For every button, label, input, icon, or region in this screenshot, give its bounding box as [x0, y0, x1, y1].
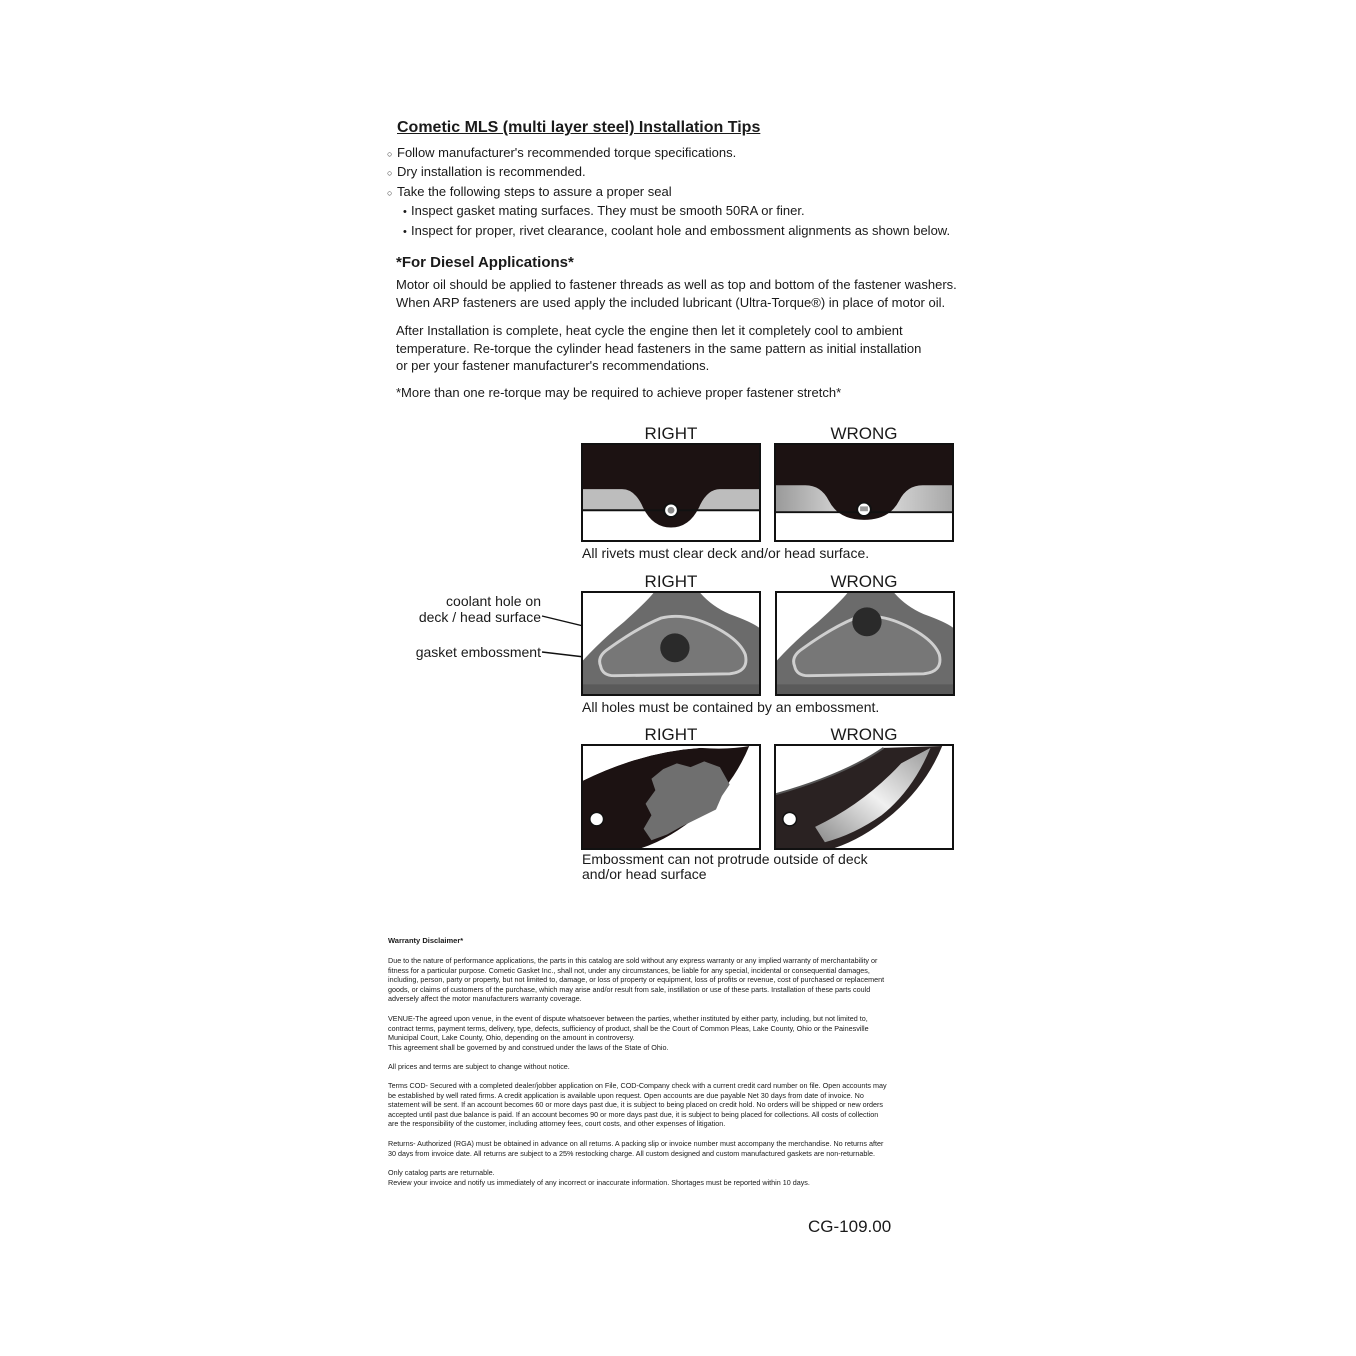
caption-holes: All holes must be contained by an embossment. [582, 699, 880, 715]
warranty-heading: Warranty Disclaimer* [388, 936, 464, 945]
document-code: CG-109.00 [808, 1217, 892, 1236]
wrong-label: WRONG [830, 424, 898, 443]
circle-bullet-icon: ○ [387, 149, 393, 159]
text-line: Motor oil should be applied to fastener threads as well as top and bottom of the fastener washers. [396, 277, 957, 292]
list-item [387, 183, 950, 202]
legal-line: accepted until past due balance is paid. If an account becomes 90 or more days past due, it is subject to being placed for collections. All costs of collection [388, 1109, 879, 1119]
legal-paragraph-returns [388, 1139, 972, 1158]
legal-paragraph-warranty [388, 956, 972, 1004]
legal-line: All prices and terms are subject to change without notice. [388, 1062, 570, 1071]
rivet-wrong-diagram [774, 443, 954, 542]
legal-line: statement will be sent. If an account becomes 60 or more days past due, it is subject to being placed on credit hold. No orders will be shipped or new orders [388, 1100, 884, 1110]
tip-text: Dry installation is recommended. [397, 164, 586, 180]
legal-paragraph-terms [388, 1081, 972, 1129]
legal-line: Review your invoice and notify us immediately of any incorrect or inaccurate information. Shortages must be reported within 10 days. [388, 1177, 810, 1187]
diesel-paragraph-retorque [396, 322, 921, 375]
legal-line: are the responsibility of the customer, including attorney fees, court costs, and other expenses of litigation. [388, 1119, 726, 1129]
callout-line: coolant hole on [446, 593, 541, 609]
caption-line: and/or head surface [582, 866, 707, 882]
text-line: or per your fastener manufacturer's recommendations. [396, 358, 710, 374]
dot-bullet-icon: • [403, 225, 407, 238]
legal-line: adversely affect the motor manufacturers warranty coverage. [388, 994, 582, 1004]
diesel-heading: *For Diesel Applications* [396, 254, 574, 271]
tip-text: Follow manufacturer's recommended torque specifications. [397, 145, 737, 160]
callout-gasket-embossment: gasket embossment [415, 644, 541, 660]
dot-bullet-icon: • [403, 206, 407, 219]
legal-line: contract terms, payment terms, delivery, type, defects, sufficiency of product, shall be the Court of Common Pleas, Lake County, Ohio or the Painesville [388, 1023, 869, 1033]
legal-line: goods, or claims of customers of the purchase, which may arise and/or result from sale, instillation or use of these parts. Installation of these parts could [388, 984, 871, 994]
text-line: temperature. Re-torque the cylinder head fasteners in the same pattern as initial installation [396, 340, 922, 356]
legal-paragraph-venue [388, 1014, 972, 1052]
legal-line: VENUE-The agreed upon venue, in the event of dispute whatsoever between the parties, whether instituted by either party, including, but not limited to, [388, 1014, 868, 1023]
legal-line: This agreement shall be governed by and construed under the laws of the State of Ohio. [388, 1042, 669, 1052]
list-item [387, 163, 950, 182]
text-line: When ARP fasteners are used apply the included lubricant (Ultra-Torque®) in place of motor oil. [396, 294, 946, 310]
callout-coolant-hole [395, 593, 541, 625]
legal-line: Returns- Authorized (RGA) must be obtained in advance on all returns. A packing slip or invoice number must accompany the merchandise. No returns after [388, 1139, 884, 1148]
legal-line: Only catalog parts are returnable. [388, 1168, 495, 1177]
diesel-note: *More than one re-torque may be required to achieve proper fastener stretch* [396, 385, 842, 400]
diesel-paragraph-oil [396, 276, 957, 311]
wrong-label: WRONG [830, 725, 898, 744]
legal-line: Municipal Court, Lake County, Ohio, depending on the amount in controversy. [388, 1033, 635, 1043]
right-label: RIGHT [644, 725, 698, 744]
caption-embossment [582, 852, 868, 882]
legal-paragraph-catalog [388, 1168, 972, 1187]
tip-text: Take the following steps to assure a proper seal [397, 183, 672, 199]
legal-line: 30 days from invoice date. All returns are subject to a 25% restocking charge. All custom designed and custom manufactured gaskets are non-returnable. [388, 1148, 876, 1158]
caption-line: Embossment can not protrude outside of deck [582, 851, 868, 867]
legal-paragraph-prices [388, 1062, 972, 1072]
tip-subtext: Inspect for proper, rivet clearance, coolant hole and embossment alignments as shown below. [411, 222, 951, 238]
legal-line: Due to the nature of performance applications, the parts in this catalog are sold without any express warranty or any implied warranty of merchantability or [388, 956, 878, 965]
rivet-right-diagram [581, 443, 761, 542]
right-label: RIGHT [644, 424, 698, 443]
installation-tips-list [387, 144, 950, 241]
legal-line: including, person, party or property, but not limited to, damage, or loss of property or equipment, loss of profits or revenue, cost of purchased or replacement [388, 975, 885, 985]
text-line: After Installation is complete, heat cycle the engine then let it completely cool to ambient [396, 323, 903, 338]
coolant-hole-right-diagram [581, 591, 761, 696]
callout-line: deck / head surface [418, 609, 541, 625]
caption-rivets: All rivets must clear deck and/or head surface. [582, 545, 870, 561]
legal-line: be established by well rated firms. A credit application is available upon request. Open accounts are due payable Net 30 days from date of invoice. No [388, 1090, 864, 1100]
wrong-label: WRONG [830, 572, 898, 591]
list-item [387, 202, 950, 221]
coolant-hole-wrong-diagram [775, 591, 955, 696]
embossment-wrong-diagram [774, 744, 954, 850]
list-item [387, 144, 950, 163]
legal-line: fitness for a particular purpose. Cometic Gasket Inc., shall not, under any circumstances, be liable for any special, incidental or consequential damages, [388, 965, 870, 975]
tip-subtext: Inspect gasket mating surfaces. They must be smooth 50RA or finer. [411, 203, 805, 219]
circle-bullet-icon: ○ [387, 168, 393, 179]
embossment-right-diagram [581, 744, 761, 850]
circle-bullet-icon: ○ [387, 187, 393, 198]
legal-line: Terms COD- Secured with a completed dealer/jobber application on File, COD-Company check with a current credit card number on file. Open accounts may [388, 1081, 887, 1090]
page-title: Cometic MLS (multi layer steel) Installation Tips [397, 119, 761, 136]
right-label: RIGHT [644, 572, 698, 591]
list-item [387, 222, 950, 241]
